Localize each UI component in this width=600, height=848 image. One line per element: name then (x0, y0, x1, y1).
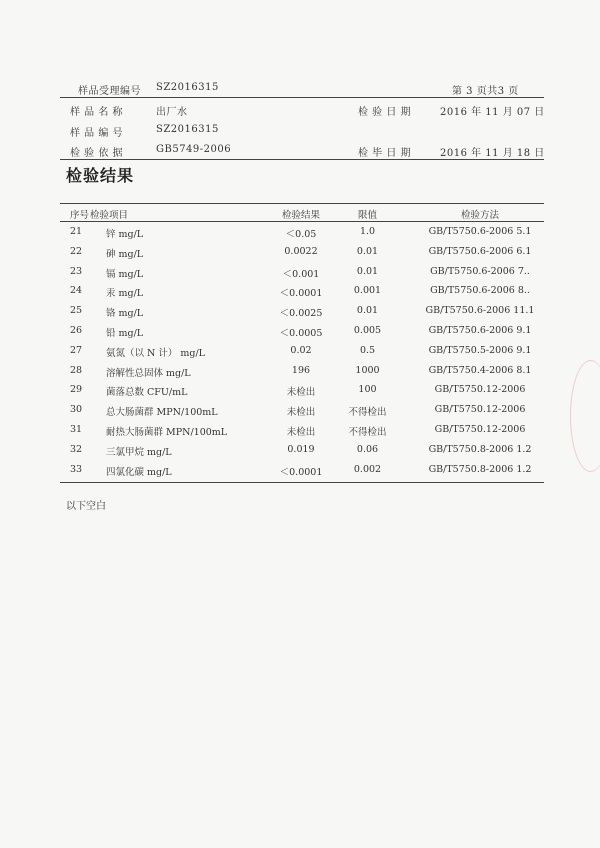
row-limit: 0.005 (353, 325, 382, 336)
row-limit: 100 (358, 384, 377, 396)
row-number: 29 (70, 384, 83, 396)
table-rule-header (60, 221, 544, 222)
row-item: 三氯甲烷 mg/L (106, 446, 172, 458)
report-date-value: 2016 年 11 月 18 日 (440, 148, 545, 159)
row-item: 耐热大肠菌群 MPN/100mL (106, 427, 228, 438)
sample-code-value: SZ2016315 (156, 124, 219, 135)
basis-value: GB5749-2006 (156, 144, 232, 155)
row-number: 24 (70, 285, 83, 297)
row-method: GB/T5750.12-2006 (434, 384, 526, 396)
row-method: GB/T5750.4-2006 8.1 (428, 364, 532, 376)
table-header (60, 207, 544, 227)
row-result: 0.019 (287, 443, 315, 455)
row-result: 0.02 (290, 344, 312, 356)
col-header-result: 检验结果 (281, 210, 320, 221)
col-header-item: 检验项目 (90, 210, 129, 221)
row-number: 32 (70, 443, 83, 455)
row-item: 锌 mg/L (106, 229, 144, 240)
row-number: 31 (70, 424, 83, 435)
row-number: 33 (70, 463, 83, 475)
row-number: 26 (70, 325, 83, 336)
row-method: GB/T5750.8-2006 1.2 (428, 443, 532, 455)
col-header-no: 序号 (70, 210, 90, 221)
row-number: 30 (70, 404, 83, 416)
table-row (60, 325, 544, 345)
row-limit: 0.002 (353, 463, 382, 475)
row-item: 铅 mg/L (106, 328, 144, 339)
table-row (60, 365, 544, 385)
row-limit: 1.0 (359, 226, 376, 237)
table-rule-top (60, 203, 544, 204)
page-title: 检验结果 (66, 166, 135, 185)
row-result: 0.0022 (284, 245, 318, 257)
sample-name-value: 出厂水 (156, 107, 188, 118)
row-item: 镉 mg/L (106, 268, 144, 280)
row-limit: 0.001 (353, 285, 382, 297)
table-row (60, 246, 544, 266)
row-item: 氨氮（以 N 计） mg/L (106, 347, 205, 359)
row-result: ＜0.0005 (279, 328, 323, 339)
row-number: 23 (70, 265, 83, 277)
row-limit: 不得检出 (348, 427, 387, 438)
table-row (60, 424, 544, 444)
row-method: GB/T5750.5-2006 9.1 (428, 344, 532, 356)
row-method: GB/T5750.6-2006 9.1 (428, 325, 532, 336)
table-row (60, 464, 544, 484)
row-result: ＜0.0001 (279, 466, 323, 478)
row-method: GB/T5750.6-2006 8.. (430, 285, 530, 297)
col-header-method: 检验方法 (460, 210, 499, 221)
basis-label: 检 验 依 据 (70, 148, 124, 159)
footer-note: 以下空白 (66, 501, 106, 512)
row-item: 菌落总数 CFU/mL (106, 387, 188, 399)
row-method: GB/T5750.6-2006 6.1 (428, 245, 532, 257)
row-limit: 0.5 (359, 344, 376, 356)
sample-no-label: 样品受理编号 (78, 86, 141, 97)
row-item: 铬 mg/L (106, 308, 144, 320)
row-method: GB/T5750.6-2006 7.. (430, 265, 530, 277)
inspect-date-value: 2016 年 11 月 07 日 (440, 107, 545, 118)
row-item: 溶解性总固体 mg/L (106, 367, 191, 379)
row-result: 未检出 (286, 387, 316, 399)
sample-code-label: 样 品 编 号 (70, 128, 124, 139)
row-limit: 0.01 (356, 305, 379, 317)
report-date-label: 检 毕 日 期 (358, 148, 412, 159)
page-info: 第 3 页共3 页 (452, 86, 519, 97)
row-number: 27 (70, 344, 83, 356)
row-limit: 1000 (355, 364, 380, 376)
row-result: 未检出 (286, 427, 316, 438)
row-result: 未检出 (286, 407, 316, 419)
header-rule-bottom (60, 159, 544, 160)
sample-no-value: SZ2016315 (156, 82, 219, 93)
table-row (60, 404, 544, 424)
row-number: 22 (70, 245, 83, 257)
row-limit: 0.06 (356, 443, 379, 455)
table-row (60, 266, 544, 286)
row-result: ＜0.001 (282, 268, 320, 280)
row-method: GB/T5750.12-2006 (434, 424, 526, 435)
row-limit: 不得检出 (348, 407, 387, 419)
table-row (60, 226, 544, 246)
table-rule-bottom (60, 482, 544, 483)
row-item: 砷 mg/L (106, 248, 144, 260)
table-row (60, 444, 544, 464)
row-limit: 0.01 (356, 265, 379, 277)
inspect-date-label: 检 验 日 期 (358, 107, 412, 118)
row-limit: 0.01 (356, 245, 379, 257)
row-method: GB/T5750.12-2006 (434, 404, 526, 416)
row-result: ＜0.0001 (279, 288, 323, 300)
table-row (60, 345, 544, 365)
row-number: 28 (70, 364, 83, 376)
row-item: 总大肠菌群 MPN/100mL (106, 407, 218, 419)
row-result: ＜0.05 (285, 229, 317, 240)
row-item: 汞 mg/L (106, 288, 144, 300)
row-result: ＜0.0025 (279, 308, 323, 320)
row-result: 196 (291, 364, 311, 376)
table-row (60, 384, 544, 404)
table-row (60, 305, 544, 325)
row-method: GB/T5750.6-2006 11.1 (425, 305, 535, 317)
row-item: 四氯化碳 mg/L (106, 466, 172, 478)
row-number: 25 (70, 305, 83, 317)
stamp-mark (570, 360, 600, 472)
table-row (60, 285, 544, 305)
col-header-limit: 限值 (357, 210, 377, 221)
sample-name-label: 样 品 名 称 (70, 107, 124, 118)
row-number: 21 (70, 226, 83, 237)
header-rule-top (60, 97, 544, 98)
row-method: GB/T5750.8-2006 1.2 (428, 463, 532, 475)
row-method: GB/T5750.6-2006 5.1 (428, 226, 532, 237)
